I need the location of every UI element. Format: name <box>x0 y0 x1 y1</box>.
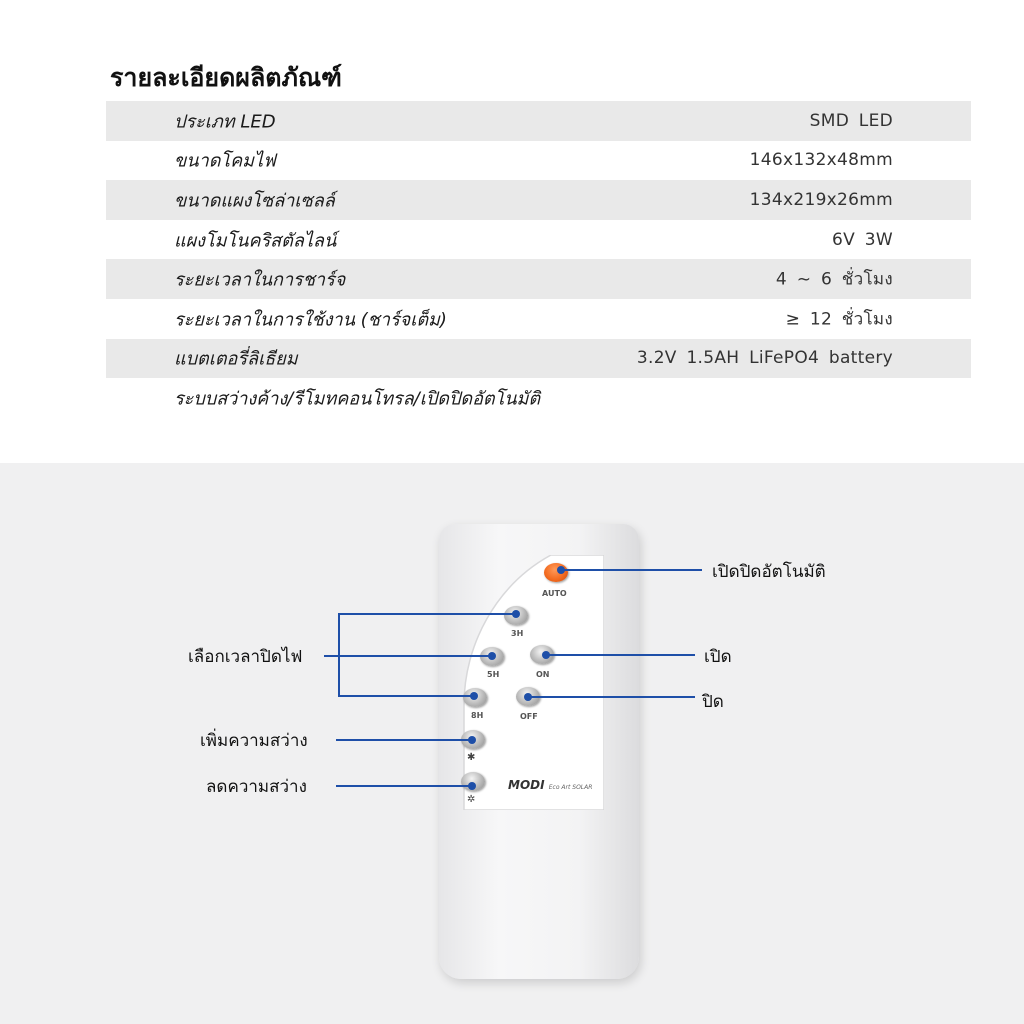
spec-row <box>106 339 971 379</box>
spec-value: 6V 3W <box>832 229 893 250</box>
spec-row <box>106 378 971 418</box>
callout-dot-on <box>542 651 550 659</box>
spec-value: 3.2V 1.5AH LiFePO4 battery <box>636 348 893 369</box>
auto-button[interactable] <box>544 563 568 582</box>
callout-label-timer: เลือกเวลาปิดไฟ <box>188 647 303 667</box>
callout-line-timer <box>324 655 340 657</box>
callout-label-dimmer: ลดความสว่าง <box>206 777 307 797</box>
callout-line-auto <box>560 569 702 571</box>
spec-row <box>106 141 971 181</box>
spec-table <box>106 101 971 418</box>
spec-label: ขนาดแผงโซล่าเซลล์ <box>174 190 335 212</box>
spec-label: ระยะเวลาในการใช้งาน (ชาร์จเต็ม) <box>174 309 447 331</box>
callout-dot-dimmer <box>468 782 476 790</box>
spec-value: 146x132x48mm <box>749 150 893 171</box>
spec-label: แผงโมโนคริสตัลไลน์ <box>174 230 337 252</box>
callout-dot-auto <box>557 566 565 574</box>
callout-label-auto: เปิดปิดอัตโนมัติ <box>712 562 826 582</box>
spec-row <box>106 220 971 260</box>
callout-line-3h <box>338 613 516 615</box>
callout-label-on: เปิด <box>704 647 732 667</box>
timer-8h-label: 8H <box>471 711 484 720</box>
callout-dot-5h <box>488 652 496 660</box>
spec-value: SMD LED <box>809 110 893 131</box>
callout-dot-brighter <box>468 736 476 744</box>
on-button-label: ON <box>536 670 550 679</box>
spec-label: ระบบสว่างค้าง/รีโมทคอนโทรล/เปิดปิดอัตโนมัติ <box>174 388 541 410</box>
callout-dot-3h <box>512 610 520 618</box>
brand-name: MODI <box>508 778 545 792</box>
spec-row <box>106 259 971 299</box>
brightness-down-icon: ✲ <box>467 794 476 805</box>
spec-value: 134x219x26mm <box>749 189 893 210</box>
spec-row <box>106 299 971 339</box>
spec-label: แบตเตอรี่ลิเธียม <box>174 348 298 370</box>
spec-value: ≥ 12 ชั่วโมง <box>785 309 893 330</box>
timer-5h-label: 5H <box>487 670 500 679</box>
callout-label-brighter: เพิ่มความสว่าง <box>200 731 308 751</box>
brand-subtitle: Eco Art SOLAR <box>548 784 593 791</box>
auto-button-label: AUTO <box>542 589 567 598</box>
brand-logo <box>508 778 592 792</box>
spec-row <box>106 180 971 220</box>
callout-line-dimmer <box>336 785 472 787</box>
callout-dot-off <box>524 693 532 701</box>
spec-label: ประเภท LED <box>174 111 276 133</box>
callout-dot-8h <box>470 692 478 700</box>
callout-line-brighter <box>336 739 472 741</box>
callout-line-5h <box>338 655 492 657</box>
brightness-up-icon: ✱ <box>467 752 476 763</box>
page-title: รายละเอียดผลิตภัณฑ์ <box>110 63 342 92</box>
callout-line-on <box>545 654 695 656</box>
spec-label: ขนาดโคมไฟ <box>174 150 276 172</box>
off-button-label: OFF <box>520 712 538 721</box>
spec-value: 4 ~ 6 ชั่วโมง <box>775 269 893 290</box>
timer-3h-label: 3H <box>511 629 524 638</box>
callout-label-off: ปิด <box>702 692 724 712</box>
callout-line-8h <box>338 695 474 697</box>
callout-line-off <box>527 696 695 698</box>
spec-label: ระยะเวลาในการชาร์จ <box>174 269 346 291</box>
spec-row <box>106 101 971 141</box>
remote-button-face <box>456 555 604 810</box>
